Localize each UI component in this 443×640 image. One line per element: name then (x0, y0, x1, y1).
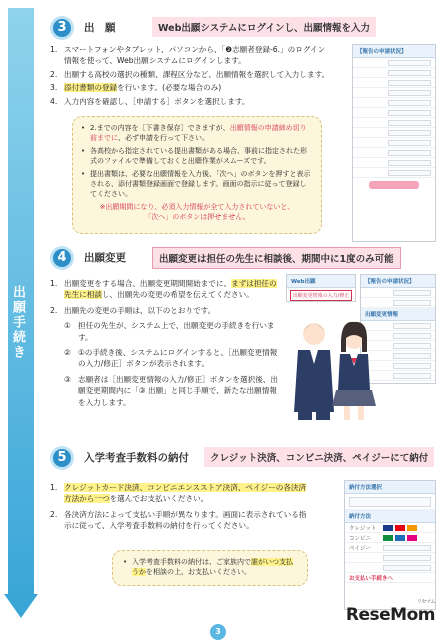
screen-mockup: 納付方法選択 納付方法 クレジット コンビニ ペイジー お支払い手続きへ (344, 480, 436, 610)
step-badge: 5 (50, 446, 74, 470)
publisher-logo: ReseMom リセマム (345, 599, 435, 625)
list-item: 1. クレジットカード決済、コンビニエンスストア決済、ペイジーの各決済方法から一つを選んでお支払いください。 (50, 483, 307, 504)
list-item: 2. 出願する高校の選択の種類、課程区分など、出願情報を選択して入力します。 (50, 69, 330, 79)
step-badge: 3 (50, 16, 74, 40)
section-header (42, 246, 437, 272)
list-item: 2. 出願先の変更の手順は、以下のとおりです。 (50, 305, 216, 315)
section-payment (42, 446, 437, 616)
screen-mockup: 【報告の申請状況】 出願変更情報 (360, 274, 436, 384)
student-girl (332, 322, 376, 420)
list-item: ③ 志願者は［出願変更情報の入力/修正］ボタンを選択後、出願変更期間内に「③ 出願」と同じ手順で、新たな出願情報を入力します。 (64, 374, 278, 407)
list-item: 3. 添付書類の登録を行います。(必要な場合のみ) (50, 83, 222, 93)
section-note: Web出願システムにログインし、出願情報を入力 (152, 17, 376, 37)
step-badge: 4 (50, 246, 74, 270)
section-title: 出 願 (84, 22, 116, 34)
warning-note: ※出願期間になり、必須入力情報が全て入力されていないと、 (99, 202, 295, 211)
tip-box: • 入学考査手数料の納付は、ご家族内で誰がいつ支払うかを相談の上、お支払いください。 (112, 550, 308, 586)
section-note: 出願変更は担任の先生に相談後、期間中に1度のみ可能 (152, 247, 401, 269)
change-button[interactable]: 出願変更情報の入力/修正 (290, 290, 352, 301)
section-change (42, 246, 437, 436)
screen-mockup: 【報告の申請状況】 (352, 44, 436, 242)
warning-note: 「次へ」のボタンは押せません。 (144, 213, 250, 222)
list-item: ② ①の手続き後、システムにログインすると、［出願変更情報の入力/修正］ボタンが表示されます。 (64, 348, 278, 369)
list-item: 1. スマートフォンやタブレット、パソコンから、「❷志願者登録-6.」のログイン情報を使って、Web出願システムにログインします。 (50, 45, 326, 66)
section-apply (42, 16, 437, 246)
page-number: 3 (210, 624, 226, 640)
tip-box: • 2.までの内容を［下書き保存］できますが、出願情報の申請締め切り前までに、必ず申請を行って下さい。 • 各高校から指定されている提出書類がある場合、事前に指定された形式のファイルで準備しておくと出願作業がスムーズです。 • 提出書類は、必要な出願情報を入力後、「次へ」のボタンを押すと表示される、添付書類登録画面で登録します。画面の指示に従って登録してください。 ※出願期間になり、必須入力情報が全て入力されていないと、 「次へ」のボタンは押せません。 (72, 116, 322, 234)
list-item: 1. 出願変更をする場合、出願変更期間開始までに、まずは担任の先生に相談し、出願先の変更の希望を伝えてください。 (50, 279, 277, 300)
step-list (50, 482, 312, 534)
section-title: 入学考査手数料の納付 (84, 452, 189, 464)
section-title: 出願変更 (84, 252, 126, 264)
change-popup: Web出願 出願変更情報の入力/修正 (286, 274, 356, 302)
list-item: 4. 入力内容を確認し、［申請する］ボタンを選択します。 (50, 96, 250, 106)
list-item: 2. 各決済方法によって支払い手順が異なります。画面に表示されている指示に従って、入学考査手数料の納付を行ってください。 (50, 509, 307, 531)
step-list (50, 44, 332, 109)
step-list (50, 278, 282, 410)
student-boy (294, 323, 334, 420)
section-header (42, 16, 437, 42)
sidebar-label: 出願手続き (10, 285, 25, 360)
section-header (42, 446, 437, 472)
section-note: クレジット決済、コンビニ決済、ペイジーにて納付 (204, 447, 434, 467)
list-item: ① 担任の先生が、システム上で、出願変更の手続きを行います。 (64, 321, 275, 342)
students-illustration (290, 312, 382, 422)
